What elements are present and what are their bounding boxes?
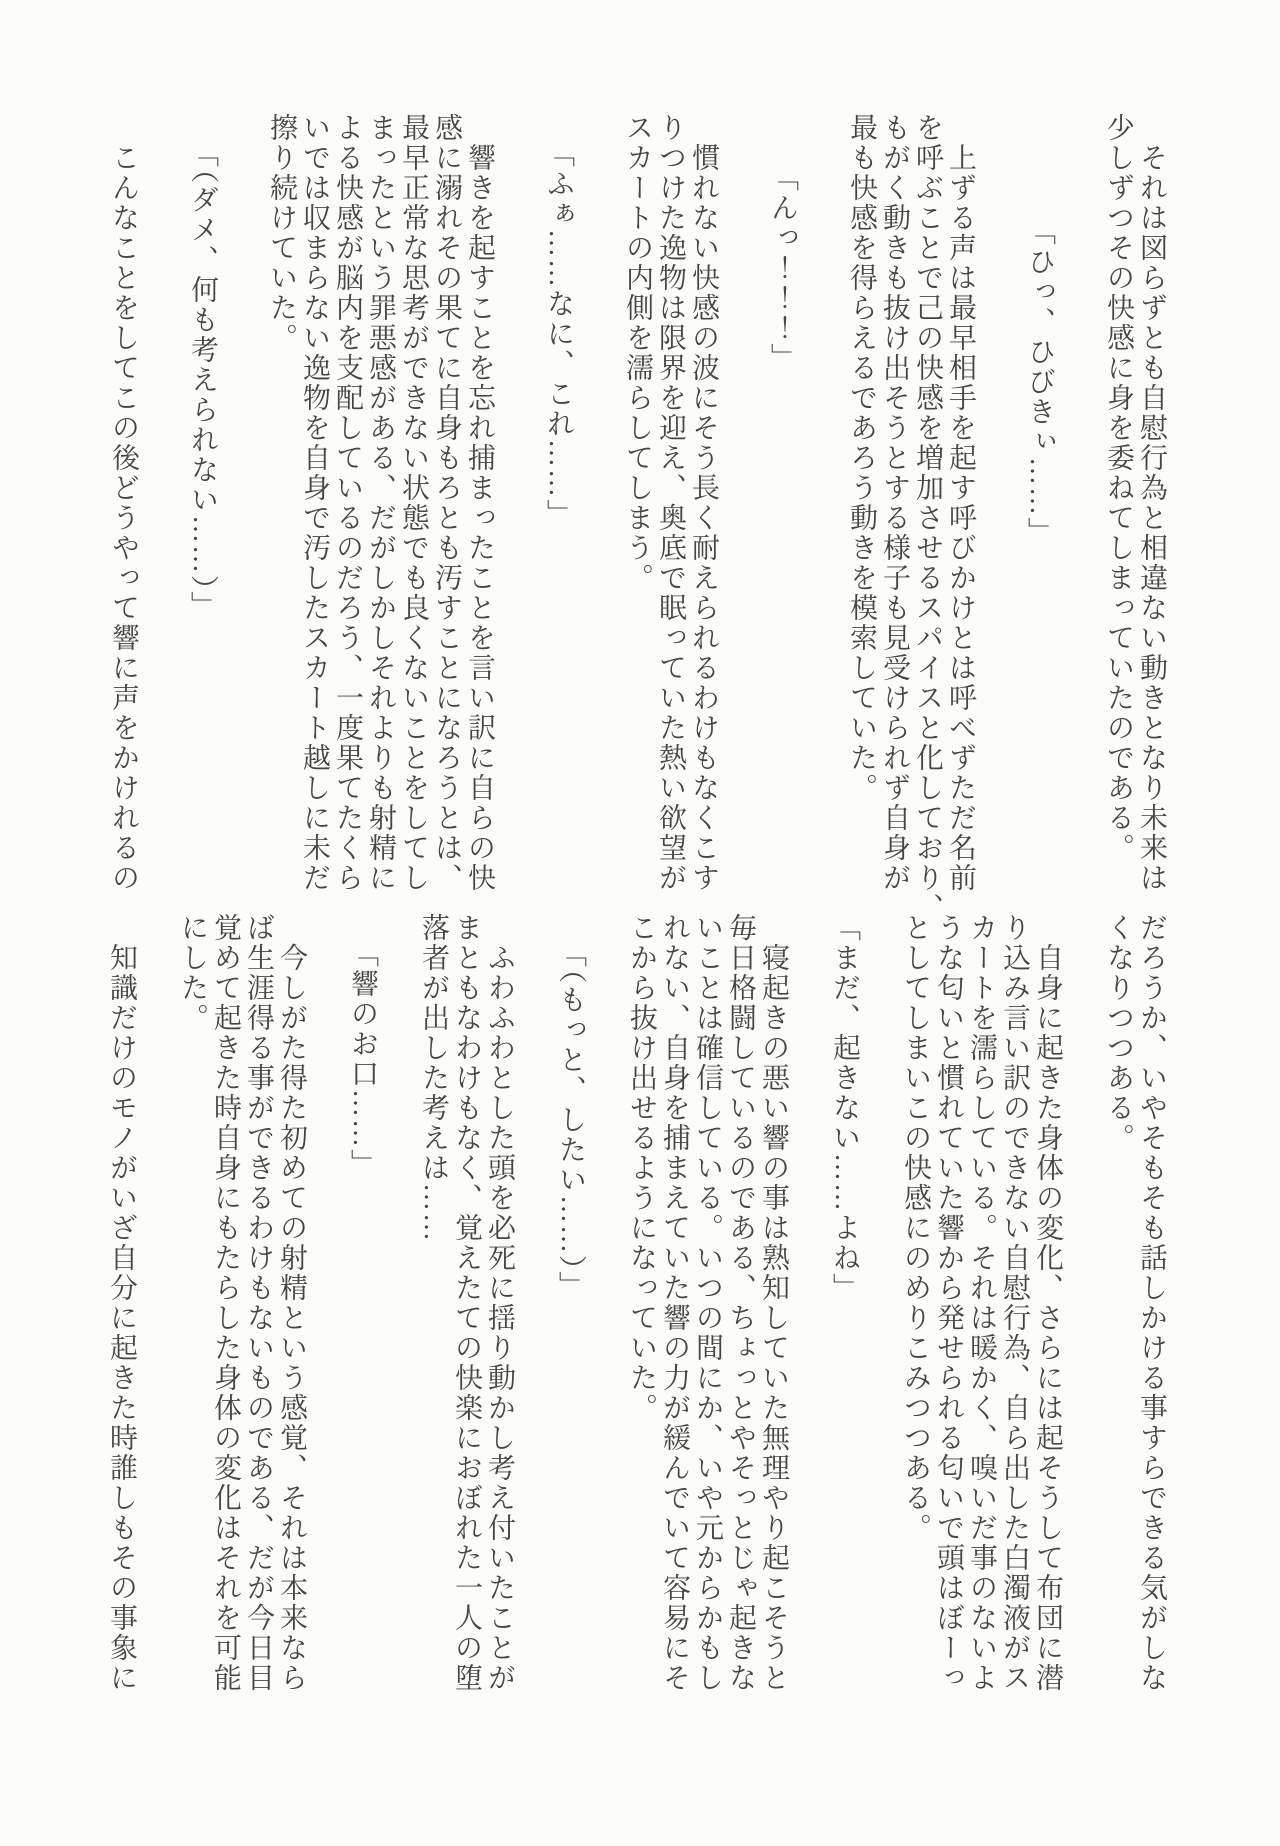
text-column: スカートの内側を濡らしてしまう。 [622, 113, 653, 593]
dialogue-column: 「んっ！！！」 [767, 163, 798, 373]
dialogue-column: 「まだ、起きない……よね」 [829, 913, 860, 1303]
text-column: にした。 [177, 913, 208, 1033]
text-column: 上ずる声は最早相手を起す呼びかけとは呼べずただ名前 [945, 113, 976, 893]
text-column: こんなことをしてこの後どうやって響に声をかけれるの [108, 113, 139, 893]
text-column: 覚めて起きた時自身にもたらした身体の変化はそれを可能 [210, 913, 241, 1693]
text-column: ふわふわとした頭を必死に揺り動かし考え付いたことが [484, 913, 515, 1693]
text-column: いことは確信している。いつの間にか、いや元からかもし [692, 913, 723, 1693]
text-column: 最も快感を得らえるであろう動きを模索していた。 [846, 113, 877, 803]
text-column: カートを濡らしている。それは暖かく、嗅いだ事のないよ [966, 913, 997, 1693]
text-column: だろうか、いやそもそも話しかける事すらできる気がしな [1136, 913, 1167, 1693]
text-column: 自身に起きた身体の変化、さらには起そうして布団に潜 [1032, 913, 1063, 1693]
text-column: 最早正常な思考ができない状態でも良くないことをしてし [398, 113, 429, 893]
dialogue-column: 「響のお口……」 [347, 939, 378, 1179]
text-column: りつけた逸物は限界を迎え、奥底で眠っていた熱い欲望が [655, 113, 686, 893]
bottom-text-block [105, 913, 1168, 1693]
text-column: それは図らずとも自慰行為と相違ない動きとなり未来は [1136, 113, 1167, 893]
text-column: まともなわけもなく、覚えたての快楽におぼれた一人の堕 [451, 913, 482, 1693]
text-column: としてしまいこの快感にのめりこみつつある。 [900, 913, 931, 1543]
dialogue-column: 「（ダメ、何も考えられない……）」 [187, 139, 218, 621]
text-column: れない、自身を捕まえていた響の力が緩んでいて容易にそ [659, 913, 690, 1693]
text-column: り込み言い訳のできない自慰行為、自ら出した白濁液がス [999, 913, 1030, 1693]
text-column: 感に溺れその果てに自身もろとも汚すことになろうとは、 [431, 113, 462, 893]
top-text-block [107, 113, 1168, 923]
text-column: 毎日格闘しているのである、ちょっとやそっとじゃ起きな [725, 913, 756, 1693]
text-column: 少しずつその快感に身を委ねてしまっていたのである。 [1103, 113, 1134, 863]
dialogue-column: 「ひっ、ひびきぃ……」 [1024, 217, 1055, 547]
text-column: 擦り続けていた。 [266, 113, 297, 353]
text-column: もがく動きも抜け出そうとする様子も見受けられず自身が [879, 113, 910, 893]
text-column: 慣れない快感の波にそう長く耐えられるわけもなくこす [688, 113, 719, 893]
text-column: 今しがた得た初めての射精という感覚、それは本来なら [276, 913, 307, 1693]
text-column: よる快感が脳内を支配しているのだろう、一度果てたくら [332, 113, 363, 893]
text-column: くなりつつある。 [1103, 913, 1134, 1153]
dialogue-column: 「（もっと、したい……）」 [555, 939, 586, 1301]
text-column: 寝起きの悪い響の事は熟知していた無理やり起こそうと [758, 913, 789, 1693]
text-column: うな匂いと慣れていた響から発せられる匂いで頭はぼーっ [933, 913, 964, 1693]
text-column: ば生涯得る事ができるわけもないものである、だが今日目 [243, 913, 274, 1693]
text-column: 知識だけのモノがいざ自分に起きた時誰しもその事象に [106, 913, 137, 1693]
text-column: まったという罪悪感がある、だがしかしそれよりも射精に [365, 113, 396, 893]
text-column: 響きを起すことを忘れ捕まったことを言い訳に自らの快 [464, 113, 495, 893]
dialogue-column: 「ふぁ……なに、これ……」 [543, 139, 574, 529]
text-column: 落者が出した考えは…… [418, 913, 449, 1243]
text-column: を呼ぶことで己の快感を増加させるスパイスと化しており、 [912, 113, 943, 923]
text-column: いでは収まらない逸物を自身で汚したスカート越しに未だ [299, 113, 330, 893]
text-column: こから抜け出せるようになっていた。 [626, 913, 657, 1423]
